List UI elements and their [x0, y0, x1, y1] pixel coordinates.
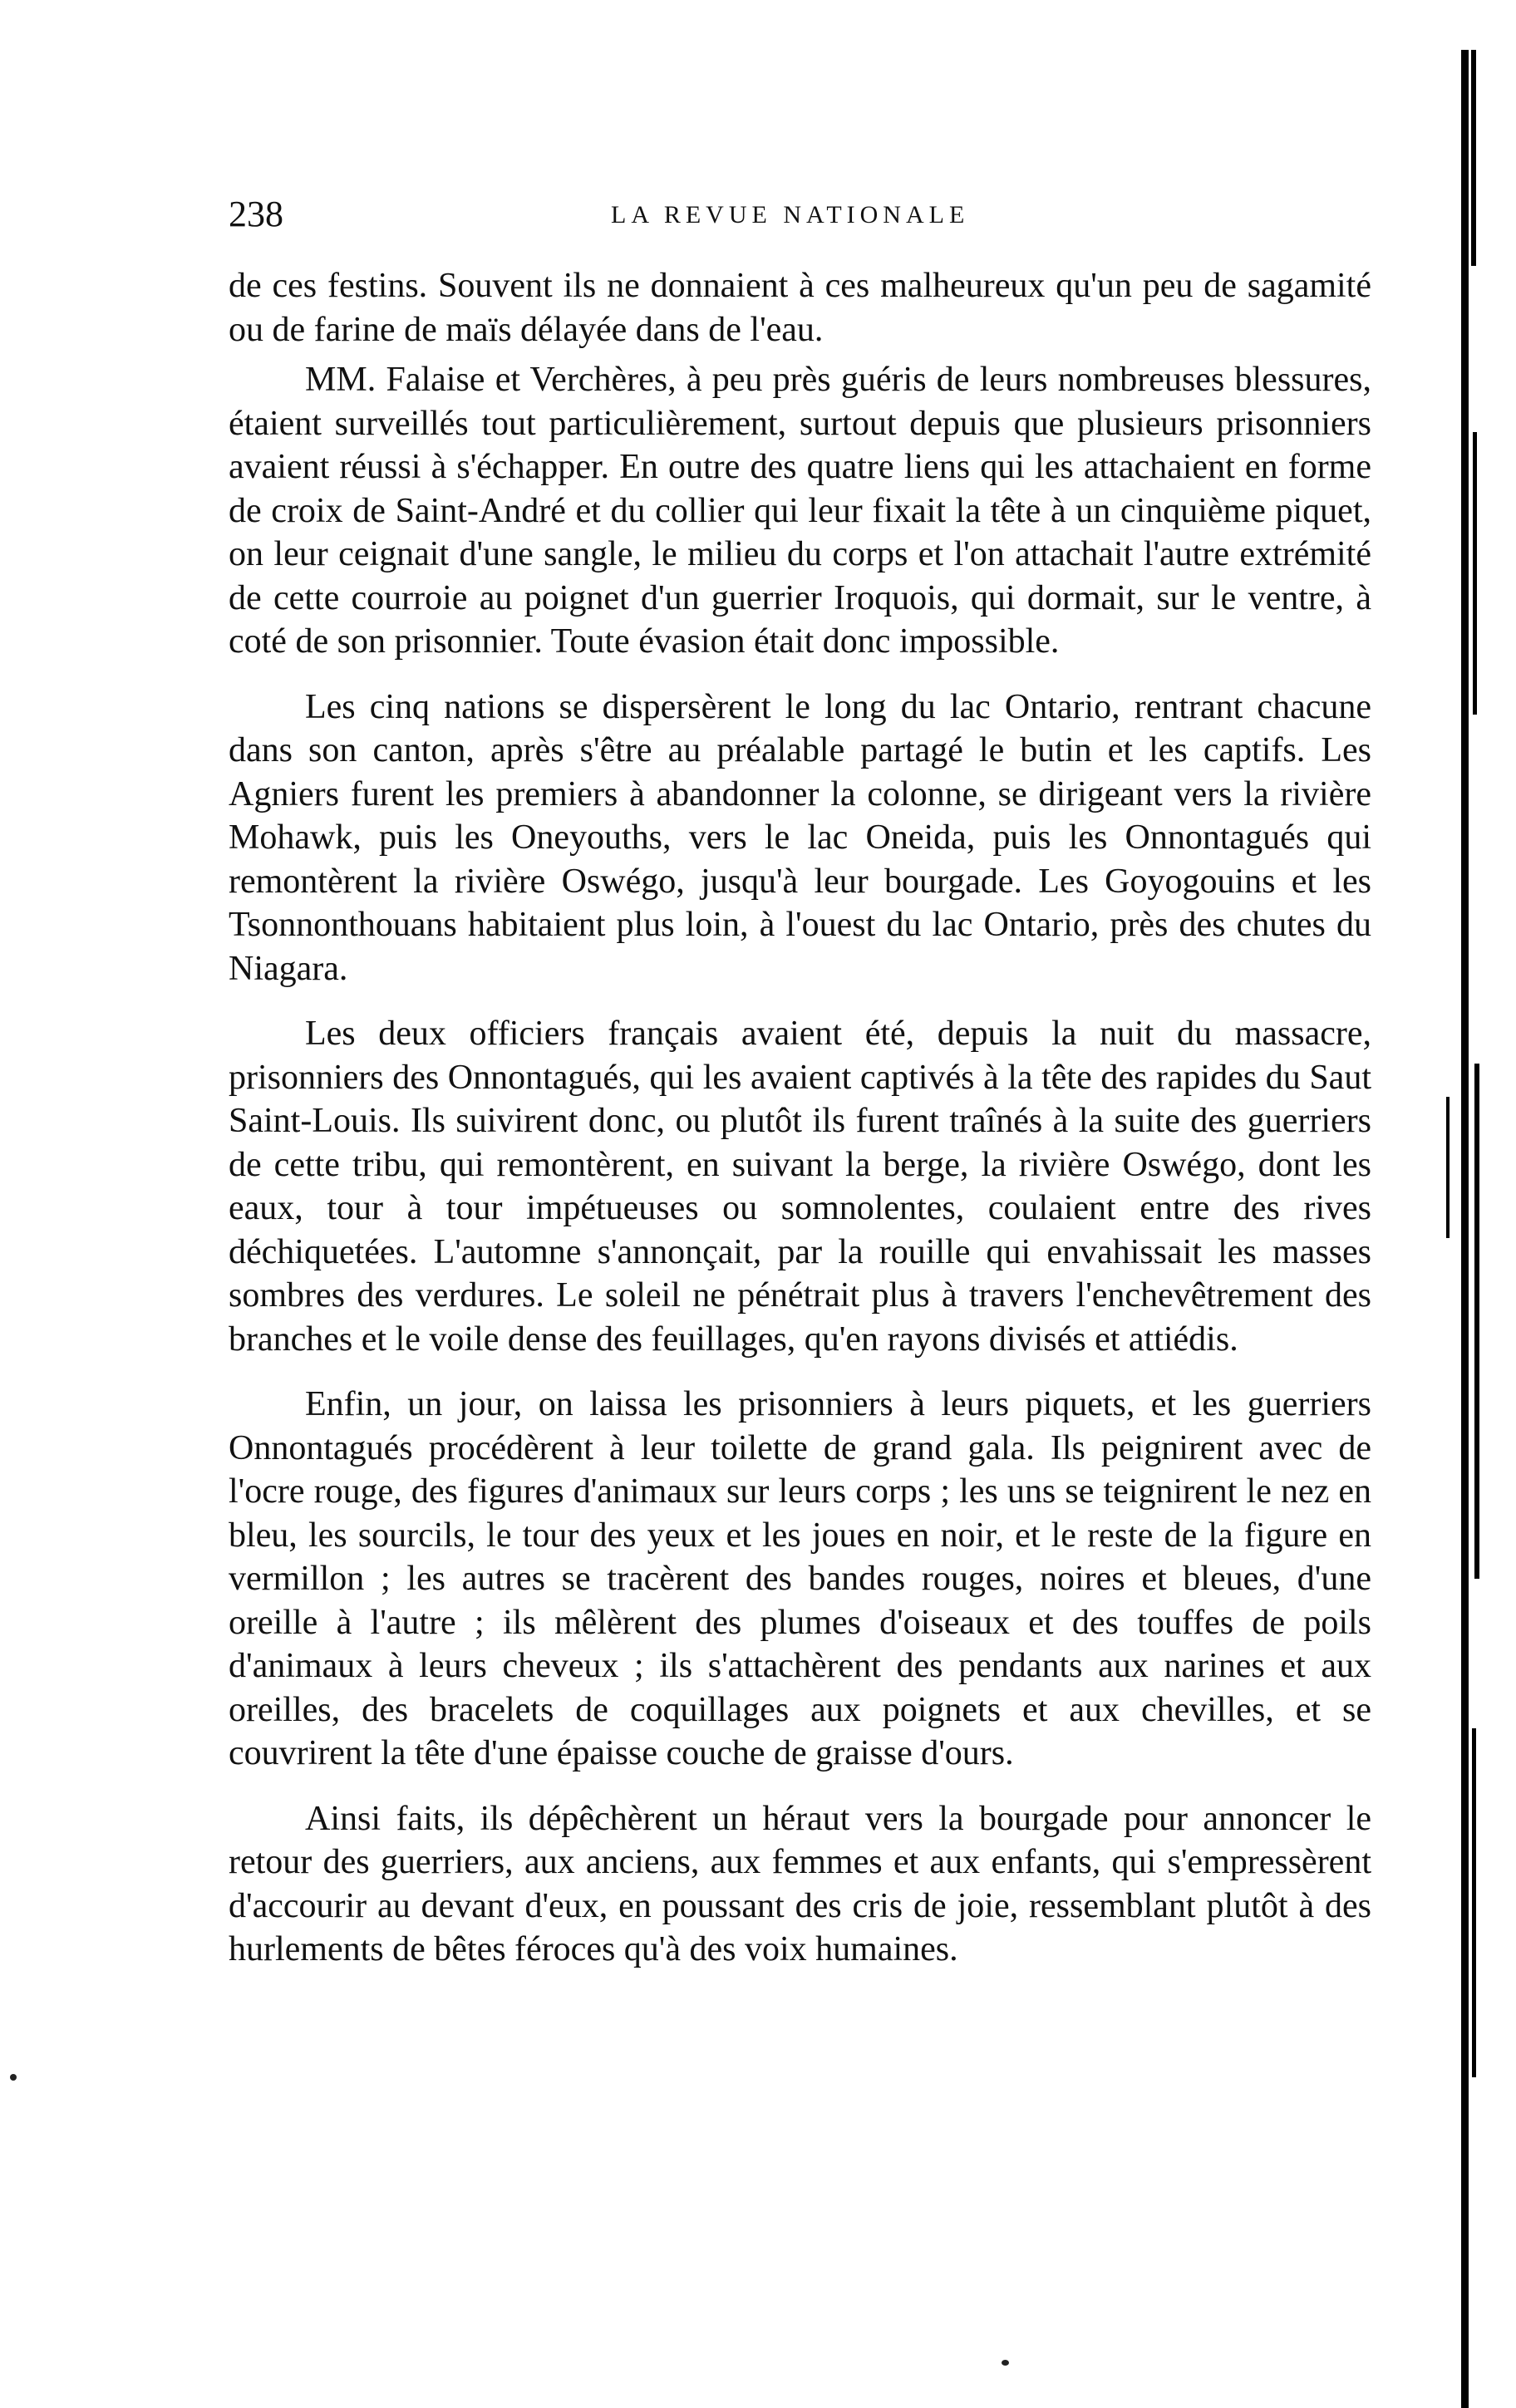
page-header: [229, 189, 1376, 239]
paragraph: Enfin, un jour, on laissa les prisonniers à leurs piquets, et les guerriers Onnontagués procédèrent à leur toilette de grand gala. Ils peignirent avec de l'ocre rouge, des figures d'animaux sur leurs corps ; les uns se teignirent le nez en bleu, les sourcils, le tour des yeux et les joues en noir, et le reste de la figure en vermillon ; les autres se tracèrent des bandes rouges, noires et bleues, d'une oreille à l'autre ; ils mêlèrent des plumes d'oiseaux et des touffes de poils d'animaux à leurs cheveux ; ils s'attachèrent des pendants aux narines et aux oreilles, des bracelets de coquillages aux poignets et aux chevilles, et se couvrirent la tête d'une épaisse couche de graisse d'ours.: [229, 1385, 1371, 1772]
paragraph: de ces festins. Souvent ils ne donnaient à ces malheureux qu'un peu de sagamité ou de farine de maïs délayée dans de l'eau.: [229, 267, 1371, 349]
scan-speck: [1002, 2360, 1009, 2366]
scan-edge-fragment: [1471, 50, 1476, 266]
scan-edge-fragment: [1446, 1097, 1450, 1238]
paragraph: MM. Falaise et Verchères, à peu près guéris de leurs nombreuses blessures, étaient surveillés tout particulièrement, surtout depuis que plusieurs prisonniers avaient réussi à s'échapper. En outre des quatre liens qui les attachaient en forme de croix de Saint-André et du collier qui leur fixait la tête à un cinquième piquet, on leur ceignait d'une sangle, le milieu du corps et l'on attachait l'autre extrémité de cette courroie au poignet d'un guerrier Iroquois, qui dormait, sur le ventre, à coté de son prisonnier. Toute évasion était donc impossible.: [229, 361, 1371, 661]
body-text: [229, 264, 1371, 1972]
scan-edge-fragment: [1473, 432, 1477, 715]
scan-edge-fragment: [1472, 1728, 1476, 2077]
paragraph: Les deux officiers français avaient été, depuis la nuit du massacre, prisonniers des Onnontagués, qui les avaient captivés à la tête des rapides du Saut Saint-Louis. Ils suivirent donc, ou plutôt ils furent traînés à la suite des guerriers de cette tribu, qui remontèrent, en suivant la berge, la rivière Oswégo, dont les eaux, tour à tour impétueuses ou somnolentes, coulaient entre des rives déchiquetées. L'automne s'annonçait, par la rouille qui envahissait les masses sombres des verdures. Le soleil ne pénétrait plus à travers l'enchevêtrement des branches et le voile dense des feuillages, qu'en rayons divisés et attiédis.: [229, 1015, 1371, 1359]
scan-edge-line: [1461, 50, 1469, 2408]
paragraph: Les cinq nations se dispersèrent le long du lac Ontario, rentrant chacune dans son canton, après s'être au préalable partagé le butin et les captifs. Les Agniers furent les premiers à abandonner la colonne, se dirigeant vers la rivière Mohawk, puis les Oneyouths, vers le lac Oneida, puis les Onnontagués qui remontèrent la rivière Oswégo, jusqu'à leur bourgade. Les Goyogouins et les Tsonnonthouans habitaient plus loin, à l'ouest du lac Ontario, près des chutes du Niagara.: [229, 687, 1371, 988]
page-number: 238: [229, 194, 283, 234]
scan-speck: [10, 2074, 17, 2081]
running-head: LA REVUE NATIONALE: [611, 201, 970, 229]
paragraph: Ainsi faits, ils dépêchèrent un héraut vers la bourgade pour annoncer le retour des guerriers, aux anciens, aux femmes et aux enfants, qui s'empressèrent d'accourir au devant d'eux, en poussant des cris de joie, ressemblant plutôt à des hurlements de bêtes féroces qu'à des voix humaines.: [229, 1799, 1371, 1968]
scan-edge-fragment: [1474, 1064, 1479, 1579]
